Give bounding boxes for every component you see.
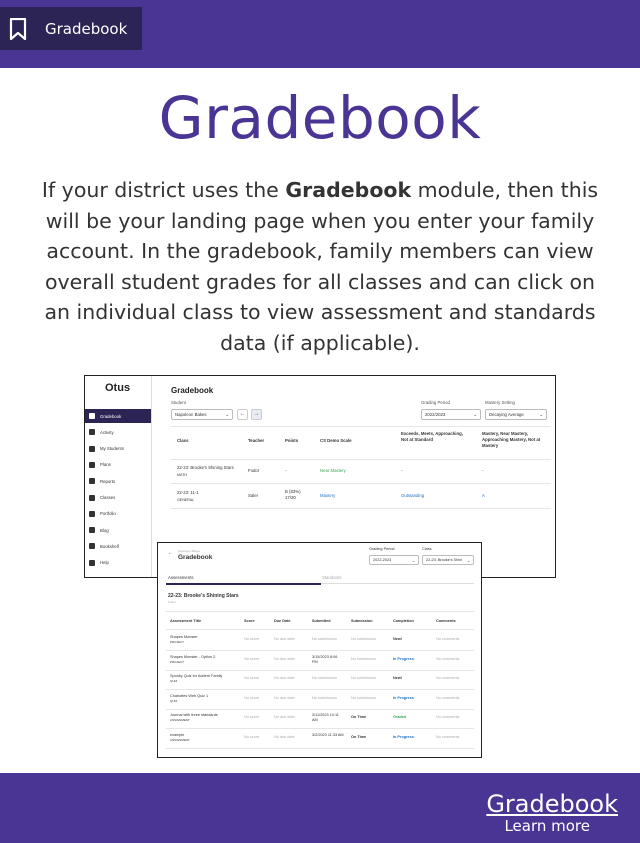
class-select-value: 22-23: Brooke's Shini	[426, 558, 462, 562]
cell-comments: No comments	[436, 656, 460, 661]
divider	[166, 728, 474, 729]
tab-assessments[interactable]: Assessments	[168, 575, 194, 580]
mastery-setting-label: Mastery Setting	[485, 400, 515, 405]
divider	[166, 611, 474, 612]
grading-period-value: 2022-2023	[373, 558, 392, 562]
grading-period-select[interactable]	[369, 555, 419, 565]
divider	[171, 459, 551, 460]
class-subject: MATH	[177, 473, 187, 477]
gradebook-heading: Gradebook	[178, 554, 213, 561]
intro-bold: Gradebook	[285, 178, 412, 202]
assessment-type: ASSIGNMENT	[170, 718, 190, 722]
tab-divider	[321, 583, 474, 584]
mastery-setting-select[interactable]	[485, 409, 547, 420]
cell-completion: In Progress	[393, 656, 414, 661]
assessment-title[interactable]: Spooky Quiz for Adderri Family	[170, 674, 223, 678]
class-teacher: Fodor	[168, 600, 176, 604]
divider	[171, 508, 551, 509]
student-select[interactable]	[171, 409, 233, 420]
scale-value: Mastery	[320, 493, 336, 498]
cell-completion: Graded	[393, 715, 407, 719]
tab-standards[interactable]: Standards	[322, 575, 342, 580]
col-emant: Exceeds, Meets, Approaching, Not at Standard	[401, 431, 463, 442]
chevron-down-icon: ⌄	[225, 412, 229, 417]
divider	[166, 748, 474, 749]
assessment-type: QUIZ	[170, 679, 178, 683]
assessment-title[interactable]: example	[170, 732, 185, 737]
grading-period-label: Grading Period	[421, 400, 450, 405]
gradebook-link[interactable]: Gradebook	[486, 790, 618, 818]
divider	[166, 670, 474, 671]
cell-due: No due date	[274, 656, 295, 661]
scale-value: Near Mastery	[320, 468, 346, 473]
col-teacher: Teacher	[248, 438, 265, 443]
col-mastery: Mastery, Near Mastery, Approaching Mastery, Not at Mastery	[482, 431, 541, 448]
sidebar-item-activity[interactable]	[85, 425, 151, 439]
sidebar-item-plans[interactable]	[85, 458, 151, 472]
intro-text-2: module, then this will be your landing page when you enter your family account. In the gradebook, family members can view overall student grades for all classes and can click on an individual class to view assessment and standards data (if applicable).	[44, 178, 599, 355]
sidebar-item-bookshelf[interactable]	[85, 539, 151, 553]
learn-more-link[interactable]: Learn more	[504, 817, 590, 835]
next-student-button[interactable]: →	[251, 409, 262, 420]
back-label: Napoleon Bakes	[178, 549, 201, 553]
cell-submission: No submission	[351, 656, 376, 661]
cell-comments: No comments	[436, 637, 460, 641]
cell-score: No score	[244, 734, 260, 739]
col-completion: Completion	[393, 619, 414, 623]
sidebar-item-blog[interactable]	[85, 523, 151, 537]
col-submitted: Submitted	[312, 619, 331, 623]
class-title: 22-23: Brooke's Shining Stars	[168, 593, 239, 599]
sidebar-item-label: Portfolio	[100, 511, 116, 517]
chevron-down-icon: ⌄	[466, 559, 470, 563]
divider	[166, 629, 474, 630]
cell-submitted: 3/11/2023 10:11 AM	[312, 713, 339, 722]
sidebar-item-label: Activity	[100, 429, 114, 435]
col-cs-demo-scale: CS Demo Scale	[320, 438, 352, 443]
grading-period-select[interactable]	[421, 409, 481, 420]
cell-comments: No comments	[436, 715, 460, 719]
assessment-title[interactable]: Shapes Monster - Option 2	[170, 654, 216, 659]
sidebar-item-my-students[interactable]	[85, 442, 151, 456]
page-title: Gradebook	[158, 84, 482, 152]
cell-score: No score	[244, 637, 260, 641]
section-badge-label: Gradebook	[45, 19, 128, 38]
cell-completion: In Progress	[393, 695, 414, 700]
student-select-value: Napoleon Bakes	[175, 412, 207, 417]
intro-text-1: If your district uses the	[41, 178, 286, 202]
cell-score: No score	[244, 695, 260, 700]
class-detail-screenshot	[157, 542, 482, 758]
student-label: Student	[171, 400, 186, 405]
assessment-type: QUIZ	[170, 698, 178, 703]
grading-period-label: Grading Period	[369, 547, 395, 551]
points: B (83%) 17/20	[285, 489, 301, 500]
otus-logo: Otus	[105, 382, 131, 394]
user-circle-icon	[89, 446, 95, 452]
star-icon	[89, 511, 95, 517]
sidebar-item-gradebook[interactable]	[85, 409, 151, 423]
blog-icon	[89, 527, 95, 533]
cell-completion: In Progress	[393, 734, 414, 739]
sidebar-item-reports[interactable]	[85, 474, 151, 488]
cell-score: No score	[244, 676, 260, 680]
sidebar-item-classes[interactable]	[85, 491, 151, 505]
prev-student-button[interactable]: ←	[237, 409, 248, 420]
sidebar-item-label: Help	[100, 560, 109, 566]
divider	[171, 426, 551, 427]
cell-comments: No comments	[436, 676, 460, 680]
cell-due: No due date	[274, 715, 295, 719]
assessment-type: PROJECT	[170, 640, 185, 644]
assessment-type: ASSIGNMENT	[170, 737, 190, 742]
chevron-down-icon: ⌄	[411, 559, 415, 563]
sidebar-item-label: My Students	[100, 446, 124, 452]
grading-period-value: 2022/2023	[425, 412, 446, 417]
cell-submission: No submission	[351, 695, 376, 700]
assessment-title[interactable]: Charlottes Web Quiz 1	[170, 693, 209, 698]
col-class: Class	[177, 438, 189, 443]
bookmark-icon	[89, 413, 95, 419]
cell-submission: On Time	[351, 715, 367, 719]
col-comments: Comments	[436, 619, 456, 623]
top-banner	[0, 0, 640, 68]
cell-completion: New!	[393, 637, 403, 641]
section-badge	[0, 7, 142, 50]
cell-submitted: No submission	[312, 695, 337, 700]
chevron-down-icon: ⌄	[539, 412, 543, 417]
cell-submission: No submission	[351, 637, 376, 641]
sidebar-item-label: Gradebook	[100, 413, 122, 419]
classes-icon	[89, 495, 95, 501]
sidebar-item-help[interactable]	[85, 556, 151, 570]
cell-completion: New!	[393, 676, 403, 680]
cell-due: No due date	[274, 637, 295, 641]
sidebar-item-label: Blog	[100, 527, 109, 533]
cell-due: No due date	[274, 695, 295, 700]
map-icon	[89, 462, 95, 468]
sidebar-item-label: Reports	[100, 478, 116, 484]
bottom-banner	[0, 773, 640, 843]
class-subject: GENERAL	[177, 498, 195, 502]
book-icon	[89, 543, 95, 549]
cell-submitted: No submission	[312, 676, 337, 680]
mastery-setting-value: Decaying Average	[489, 412, 524, 417]
class-label: Class	[422, 547, 432, 551]
active-tab-indicator	[166, 583, 321, 585]
sidebar	[85, 376, 152, 578]
cell-submitted: 3/15/2023 8:06 PM	[312, 654, 338, 664]
col-submission: Submission	[351, 619, 373, 623]
cell-score: No score	[244, 715, 260, 719]
points: -	[285, 468, 287, 473]
mastery-value: -	[482, 468, 484, 473]
class-name[interactable]: 22-23: Brooke's Shining Stars	[177, 465, 234, 470]
assessment-title[interactable]: Shapes Monster	[170, 635, 198, 639]
col-score: Score	[244, 619, 255, 623]
class-select[interactable]	[422, 555, 474, 565]
teacher: Fodor	[248, 468, 260, 473]
help-icon	[89, 560, 95, 566]
mastery-value: A	[482, 493, 485, 498]
report-icon	[89, 478, 95, 484]
cell-submission: On Time	[351, 734, 367, 739]
divider	[166, 650, 474, 651]
cell-submitted: 3/2/2023 11:33 AM	[312, 732, 344, 737]
divider	[171, 483, 551, 484]
back-arrow-icon[interactable]: ←	[168, 550, 173, 556]
assessment-type: PROJECT	[170, 659, 185, 664]
divider	[166, 689, 474, 690]
emant-value: Outstanding	[401, 493, 425, 498]
col-points: Points	[285, 438, 299, 443]
intro-paragraph	[30, 175, 610, 358]
teacher: Saler	[248, 493, 259, 498]
cell-submitted: No submission	[312, 637, 337, 641]
class-name[interactable]: 22-23: 11-1	[177, 490, 199, 495]
chevron-down-icon: ⌄	[473, 412, 477, 417]
cell-submission: No submission	[351, 676, 376, 680]
sidebar-item-label: Plans	[100, 462, 111, 468]
bookmark-icon	[9, 18, 27, 40]
cell-comments: No comments	[436, 695, 460, 700]
sidebar-item-label: Classes	[100, 495, 116, 500]
emant-value: -	[401, 468, 403, 473]
sidebar-item-label: Bookshelf	[100, 543, 119, 549]
gradebook-heading: Gradebook	[171, 386, 214, 395]
cell-comments: No comments	[436, 734, 460, 739]
bell-icon	[89, 429, 95, 435]
divider	[166, 709, 474, 710]
assessment-title[interactable]: Journal with three standards	[170, 713, 218, 717]
cell-score: No score	[244, 656, 260, 661]
sidebar-item-portfolio[interactable]	[85, 507, 151, 521]
col-assessment-title: Assessment Title	[170, 619, 202, 623]
col-due-date: Due Date	[274, 619, 291, 623]
cell-due: No due date	[274, 676, 295, 680]
cell-due: No due date	[274, 734, 295, 739]
